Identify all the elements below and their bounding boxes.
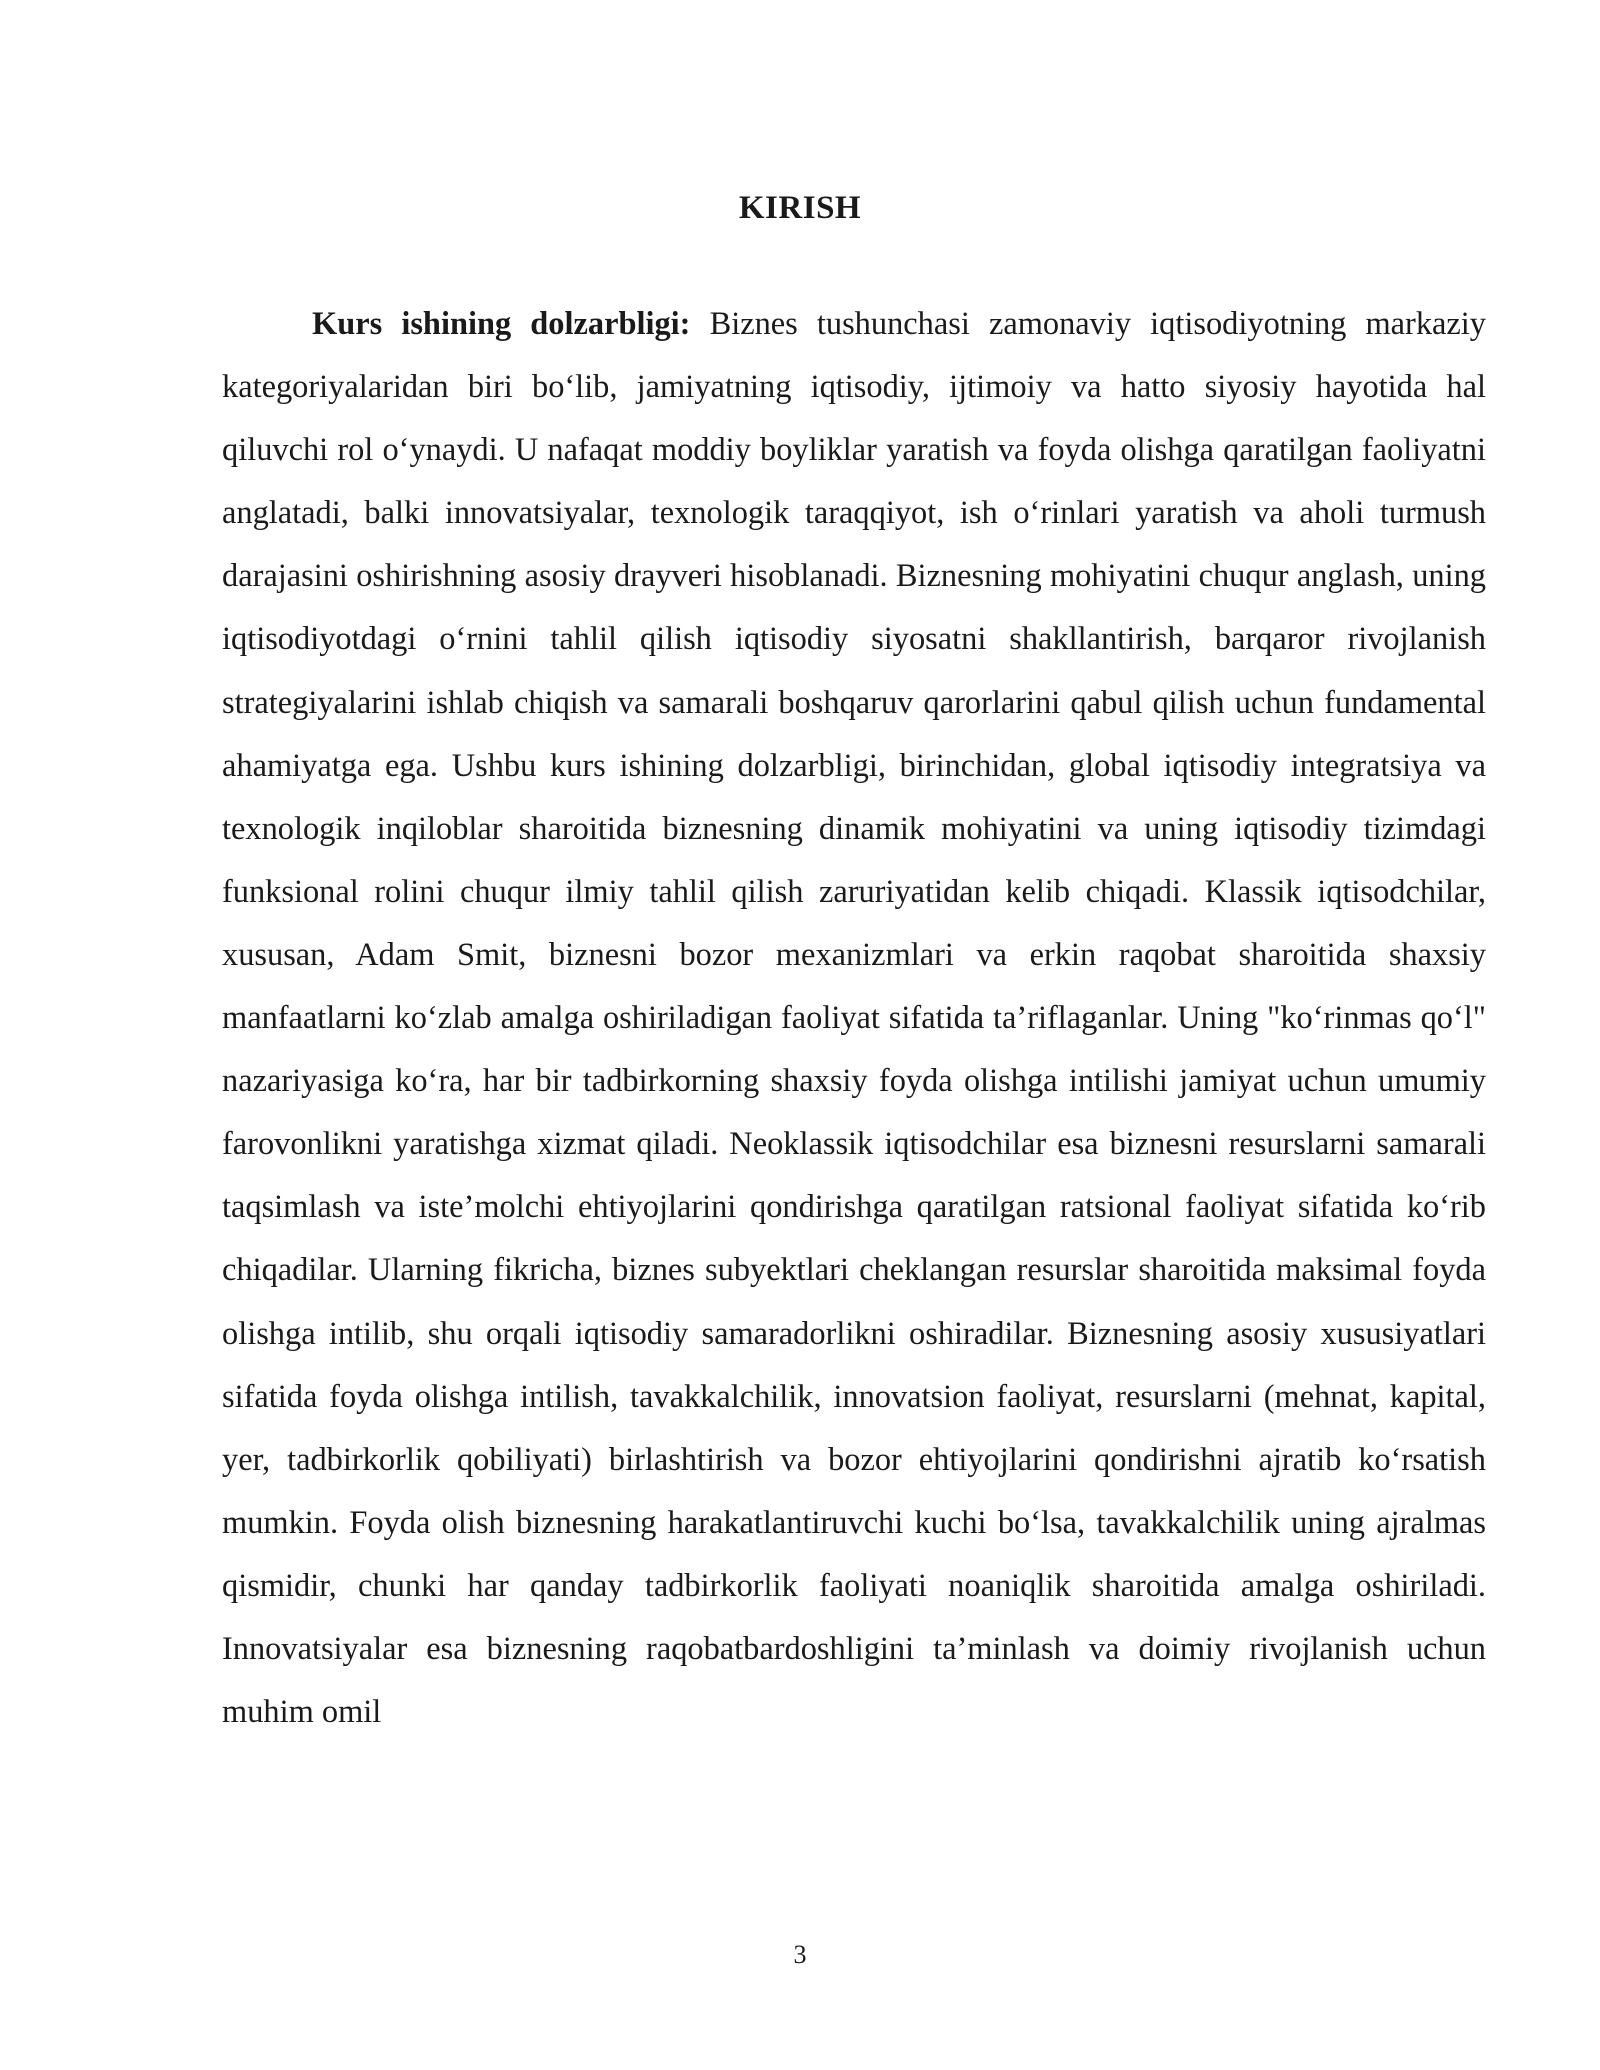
body-paragraph: [222, 293, 1486, 1744]
page-number: 3: [793, 1940, 807, 1969]
paragraph-lead: Kurs ishining dolzarbligi:: [312, 306, 691, 342]
paragraph-text: Biznes tushunchasi zamonaviy iqtisodiyotning markaziy kategoriyalaridan biri bo‘lib, jamiyatning iqtisodiy, ijtimoiy va hatto siyosiy hayotida hal qiluvchi rol o‘ynaydi. U nafaqat moddiy boyliklar yaratish va foyda olishga qaratilgan faoliyatni anglatadi, balki innovatsiyalar, texnologik taraqqiyot, ish o‘rinlari yaratish va aholi turmush darajasini oshirishning asosiy drayveri hisoblanadi. Biznesning mohiyatini chuqur anglash, uning iqtisodiyotdagi o‘rnini tahlil qilish iqtisodiy siyosatni shakllantirish, barqaror rivojlanish strategiyalarini ishlab chiqish va samarali boshqaruv qarorlarini qabul qilish uchun fundamental ahamiyatga ega. Ushbu kurs ishining dolzarbligi, birinchidan, global iqtisodiy integratsiya va texnologik inqiloblar sharoitida biznesning dinamik mohiyatini va uning iqtisodiy tizimdagi funksional rolini chuqur ilmiy tahlil qilish zaruriyatidan kelib chiqadi. Klassik iqtisodchilar, xususan, Adam Smit, biznesni bozor mexanizmlari va erkin raqobat sharoitida shaxsiy manfaatlarni ko‘zlab amalga oshiriladigan faoliyat sifatida ta’riflaganlar. Uning "ko‘rinmas qo‘l" nazariyasiga ko‘ra, har bir tadbirkorning shaxsiy foyda olishga intilishi jamiyat uchun umumiy farovonlikni yaratishga xizmat qiladi. Neoklassik iqtisodchilar esa biznesni resurslarni samarali taqsimlash va iste’molchi ehtiyojlarini qondirishga qaratilgan ratsional faoliyat sifatida ko‘rib chiqadilar. Ularning fikricha, biznes subyektlari cheklangan resurslar sharoitida maksimal foyda olishga intilib, shu orqali iqtisodiy samaradorlikni oshiradilar. Biznesning asosiy xususiyatlari sifatida foyda olishga intilish, tavakkalchilik, innovatsion faoliyat, resurslarni (mehnat, kapital, yer, tadbirkorlik qobiliyati) birlashtirish va bozor ehtiyojlarini qondirishni ajratib ko‘rsatish mumkin. Foyda olish biznesning harakatlantiruvchi kuchi bo‘lsa, tavakkalchilik uning ajralmas qismidir, chunki har qanday tadbirkorlik faoliyati noaniqlik sharoitida amalga oshiriladi. Innovatsiyalar esa biznesning raqobatbardoshligini ta’minlash va doimiy rivojlanish uchun muhim omil: [222, 306, 1486, 1731]
section-heading: KIRISH: [738, 190, 862, 226]
